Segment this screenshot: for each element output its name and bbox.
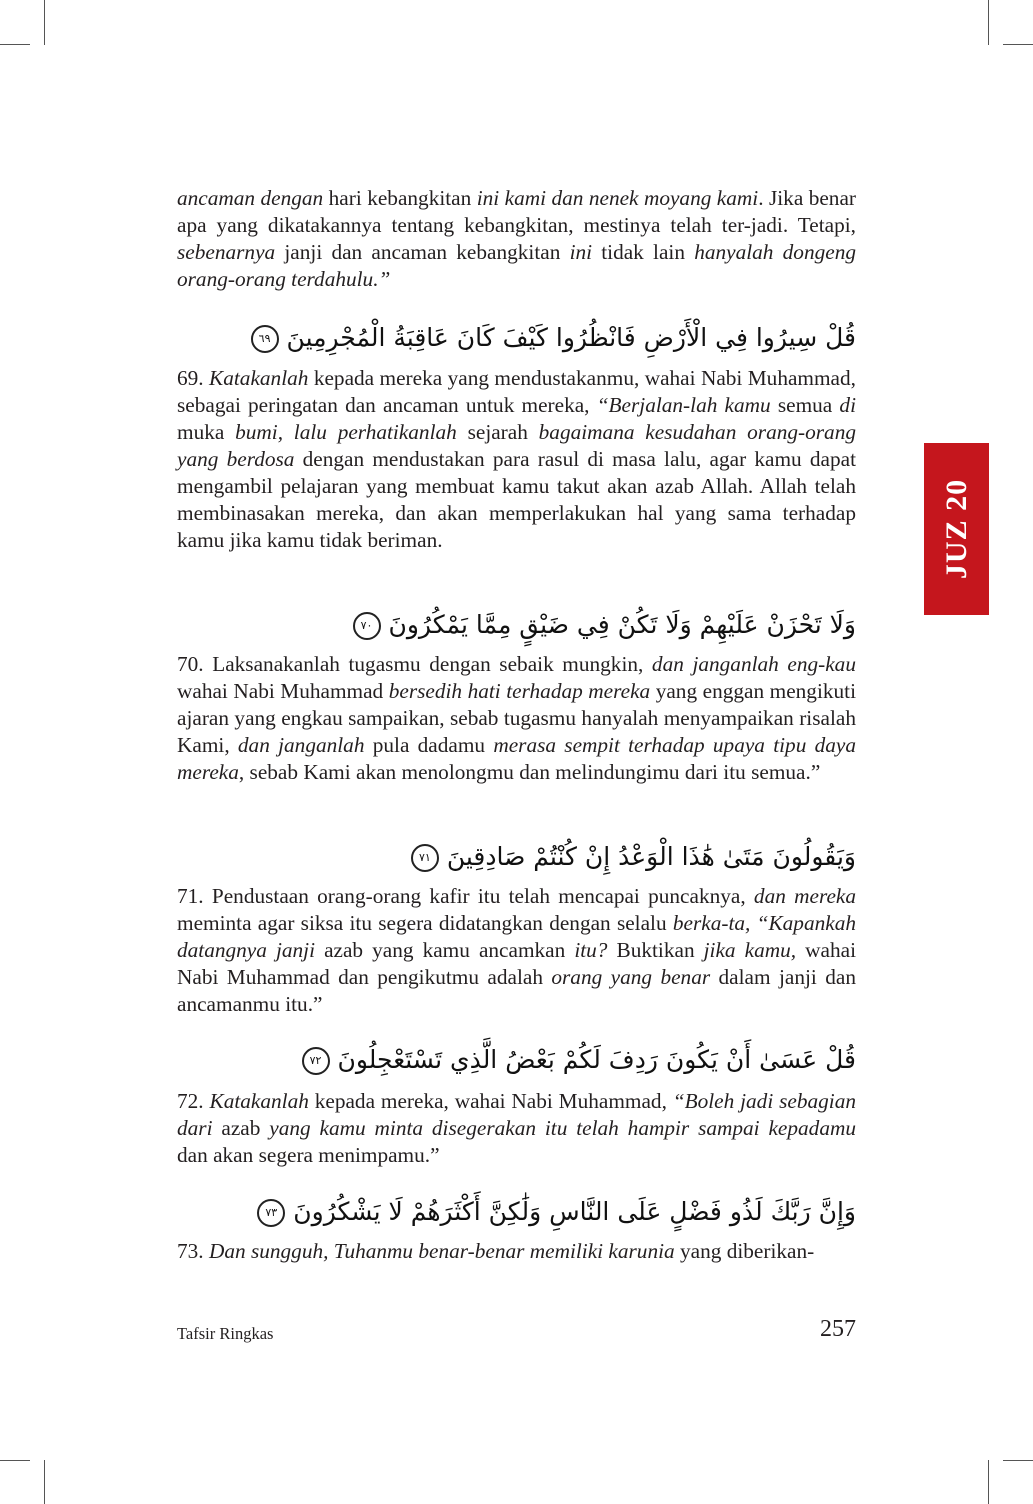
ayah-number-marker: ٧٢ [302,1047,330,1075]
ayah-number-marker: ٧٣ [257,1199,285,1227]
arabic-verse [177,837,856,877]
juz-side-tab [924,443,989,615]
arabic-verse-text: وَيَقُولُونَ مَتَىٰ هَٰذَا الْوَعْدُ إِنْ كُنْتُمْ صَادِقِينَ [446,842,856,871]
italic-text: ancaman dengan [177,186,324,210]
crop-mark [0,1460,30,1461]
italic-text: Katakanlah [209,366,309,390]
italic-text: berka-ta, “Kapankah datangnya janji [177,911,856,962]
italic-text: hanyalah dongeng orang-orang terdahulu.” [177,240,856,291]
ayah-number-marker: ٦٩ [251,325,279,353]
text: muka [177,420,236,444]
translation-paragraph [177,185,856,293]
text: pula dadamu [364,733,494,757]
text: hari kebangkitan [323,186,477,210]
translation-paragraph [177,651,856,786]
italic-text: “Boleh jadi sebagian dari [177,1089,856,1140]
crop-mark [44,1460,45,1504]
italic-text: orang yang benar [551,965,711,989]
crop-mark [988,0,989,45]
translation-paragraph [177,1088,856,1169]
text: semua [770,393,840,417]
crop-mark [1003,1460,1033,1461]
text: dengan mendustakan para rasul di masa lalu, agar kamu dapat mengambil pelajaran yang membuat kamu takut akan azab Allah. Allah telah membinasakan mereka, dan akan memperlakukan hal yang sama terhadap kamu jika kamu tidak beriman. [177,447,856,552]
text: janji dan ancaman kebangkitan [275,240,570,264]
arabic-verse-text: قُلْ سِيرُوا فِي الْأَرْضِ فَانْظُرُوا كَيْفَ كَانَ عَاقِبَةُ الْمُجْرِمِينَ [286,323,856,352]
arabic-verse [177,1040,856,1080]
italic-text: “Berjalan-lah kamu [596,393,771,417]
italic-text: itu? [574,938,608,962]
translation-paragraph [177,365,856,554]
translation-paragraph [177,1238,856,1265]
text: 70. Laksanakanlah tugasmu dengan sebaik mungkin, [177,652,652,676]
arabic-verse [177,1192,856,1232]
arabic-verse-text: قُلْ عَسَىٰ أَنْ يَكُونَ رَدِفَ لَكُمْ بَعْضُ الَّذِي تَسْتَعْجِلُونَ [337,1045,856,1074]
crop-mark [988,1460,989,1504]
text: meminta agar siksa itu segera didatangkan dengan selalu [177,911,673,935]
text: azab [212,1116,270,1140]
arabic-verse-text: وَلَا تَحْزَنْ عَلَيْهِمْ وَلَا تَكُنْ فِي ضَيْقٍ مِمَّا يَمْكُرُونَ [388,610,856,639]
text: wahai Nabi Muhammad dan pengikutmu adalah [177,938,856,989]
text: dalam janji dan ancamanmu itu.” [177,965,856,1016]
text: kepada mereka yang mendustakanmu, wahai Nabi Muhammad, sebagai peringatan dan ancaman untuk mereka, [177,366,856,417]
italic-text: bagaimana kesudahan orang-orang yang berdosa [177,420,856,471]
juz-label: JUZ 20 [939,478,973,580]
translation-paragraph [177,883,856,1018]
italic-text: ini kami dan nenek moyang kami [476,186,759,210]
text: wahai Nabi Muhammad [177,679,389,703]
italic-text: di [839,393,856,417]
italic-text: ini [569,240,593,264]
ayah-number-marker: ٧١ [411,844,439,872]
text: kepada mereka, wahai Nabi Muhammad, [308,1089,673,1113]
text: tidak lain [592,240,695,264]
italic-text: dan janganlah [237,733,365,757]
arabic-verse [177,605,856,645]
text: yang enggan mengikuti ajaran yang engkau sampaikan, sebab tugasmu hanyalah menyampaikan risalah Kami, [177,679,856,757]
italic-text: yang kamu minta disegerakan itu telah hampir sampai kepadamu [269,1116,856,1140]
text: . Jika benar apa yang dikatakannya tentang kebangkitan, mestinya telah ter-jadi. Tetapi, [177,186,856,237]
running-footer-title: Tafsir Ringkas [177,1324,274,1343]
italic-text: merasa sempit terhadap upaya tipu daya mereka [177,733,856,784]
text: 69. [177,366,210,390]
italic-text: Katakanlah [209,1089,309,1113]
italic-text: bumi, lalu perhatikanlah [235,420,457,444]
text: 71. Pendustaan orang-orang kafir itu telah mencapai puncaknya, [177,884,754,908]
italic-text: dan mereka [753,884,856,908]
italic-text: bersedih hati terhadap mereka [388,679,651,703]
text: azab yang kamu ancamkan [315,938,575,962]
italic-text: dan janganlah eng-kau [651,652,856,676]
italic-text: jika kamu, [703,938,797,962]
text: 73. [177,1239,209,1263]
crop-mark [1003,44,1033,45]
ayah-number-marker: ٧٠ [353,612,381,640]
text: Buktikan [607,938,704,962]
text: 72. [177,1089,210,1113]
arabic-verse [177,318,856,358]
italic-text: Dan sungguh, Tuhanmu benar-benar memiliki karunia [208,1239,675,1263]
italic-text: sebenarnya [177,240,276,264]
crop-mark [44,0,45,45]
text: , sebab Kami akan menolongmu dan melindungimu dari itu semua.” [238,760,821,784]
text: dan akan segera menimpamu.” [177,1143,440,1167]
crop-mark [0,44,30,45]
text: sejarah [456,420,539,444]
arabic-verse-text: وَإِنَّ رَبَّكَ لَذُو فَضْلٍ عَلَى النَّاسِ وَلَٰكِنَّ أَكْثَرَهُمْ لَا يَشْكُرُونَ [293,1197,856,1226]
page-number: 257 [820,1316,856,1342]
text: yang diberikan- [674,1239,815,1263]
